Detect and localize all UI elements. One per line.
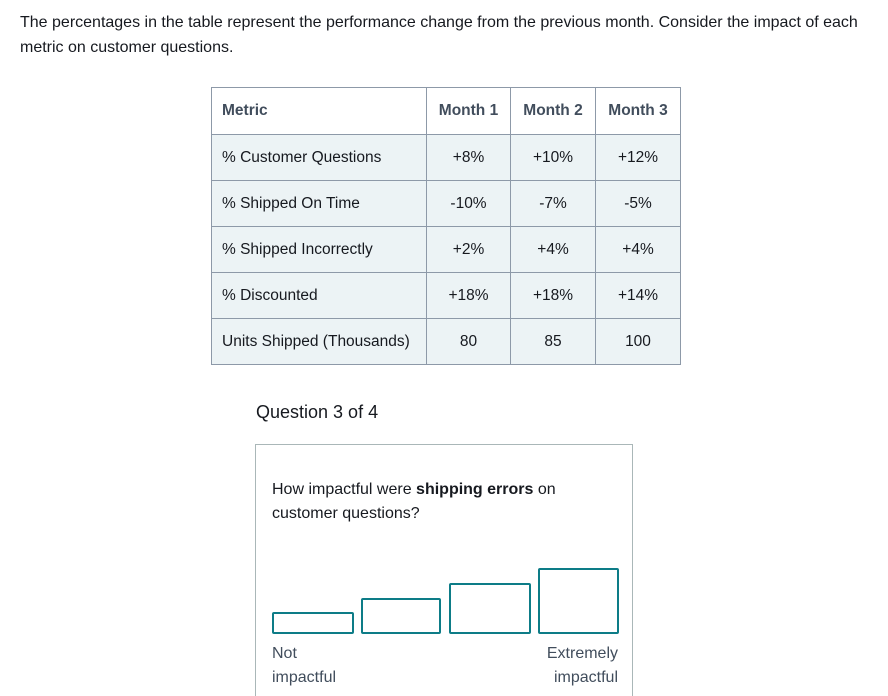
table-cell-value: 85	[511, 319, 596, 365]
question-text-before: How impactful were	[272, 481, 417, 498]
table-row	[212, 135, 681, 181]
table-cell-value: +10%	[511, 135, 596, 181]
question-counter: Question 3 of 4	[256, 402, 379, 422]
table-cell-value: 100	[596, 319, 681, 365]
scale-low-label	[272, 642, 336, 690]
scale-high-label	[547, 642, 618, 690]
table-cell-metric: Units Shipped (Thousands)	[212, 319, 427, 365]
table-header-row	[212, 88, 681, 135]
instructions-text: The percentages in the table represent the performance change from the previous month. Consider the impact of each metric on customer questions.	[20, 14, 858, 56]
metrics-table	[211, 87, 681, 365]
table-cell-value: -5%	[596, 181, 681, 227]
question-prompt	[272, 478, 592, 526]
column-header-metric: Metric	[212, 88, 427, 135]
question-text-emphasis: shipping errors	[416, 481, 534, 498]
table-cell-value: +8%	[427, 135, 511, 181]
scale-low-label-line-2: impactful	[272, 669, 337, 686]
table-cell-value: +4%	[511, 227, 596, 273]
table-row	[212, 227, 681, 273]
column-header-month-2: Month 2	[511, 88, 596, 135]
table-cell-value: +2%	[427, 227, 511, 273]
question-card	[255, 444, 633, 696]
table-cell-value: 80	[427, 319, 511, 365]
table-cell-value: -10%	[427, 181, 511, 227]
table-cell-value: +14%	[596, 273, 681, 319]
table-cell-metric: % Discounted	[212, 273, 427, 319]
table-cell-value: +4%	[596, 227, 681, 273]
table-cell-value: +18%	[511, 273, 596, 319]
table-cell-metric: % Shipped Incorrectly	[212, 227, 427, 273]
table-cell-metric: % Customer Questions	[212, 135, 427, 181]
table-row	[212, 319, 681, 365]
table-cell-value: -7%	[511, 181, 596, 227]
scale-option-2[interactable]	[361, 598, 441, 634]
table-row	[212, 273, 681, 319]
scale-low-label-line-1: Not	[272, 645, 297, 662]
table-row	[212, 181, 681, 227]
table-cell-value: +18%	[427, 273, 511, 319]
scale-option-3[interactable]	[449, 583, 531, 634]
scale-option-1[interactable]	[272, 612, 354, 634]
scale-option-4[interactable]	[538, 568, 619, 634]
question-text-after: on customer questions?	[272, 481, 556, 522]
scale-high-label-line-2: impactful	[553, 669, 618, 686]
table-cell-value: +12%	[596, 135, 681, 181]
scale-high-label-line-1: Extremely	[546, 645, 618, 662]
table-cell-metric: % Shipped On Time	[212, 181, 427, 227]
column-header-month-1: Month 1	[427, 88, 511, 135]
column-header-month-3: Month 3	[596, 88, 681, 135]
